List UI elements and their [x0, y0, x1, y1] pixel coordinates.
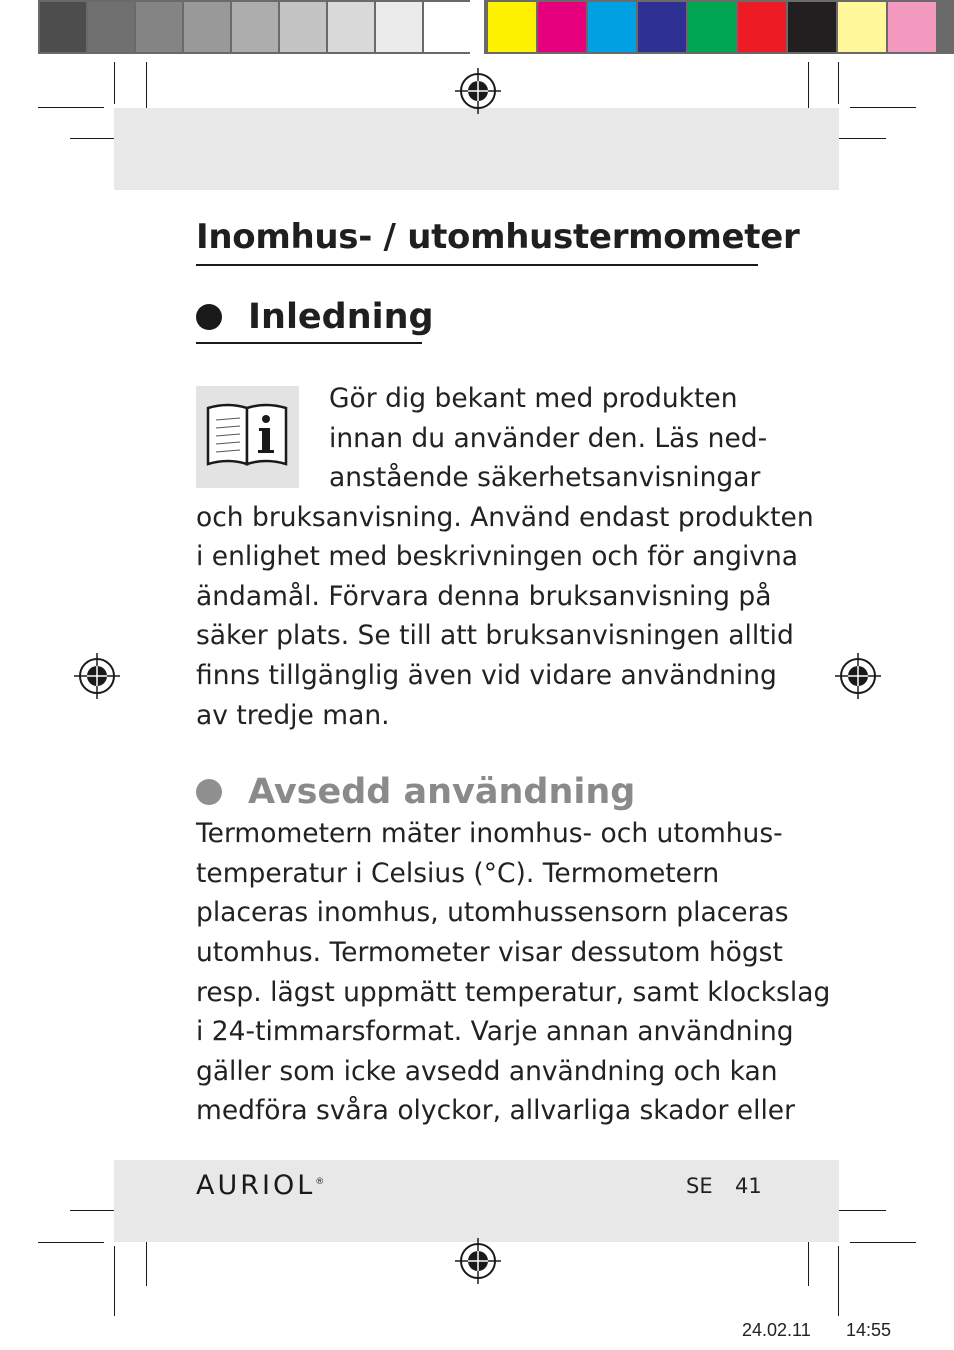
paragraph-line: finns tillgänglig även vid vidare användning [196, 660, 777, 691]
bullet-icon [196, 779, 222, 805]
crop-mark [838, 62, 839, 104]
color-calibration-bar [38, 0, 954, 54]
paragraph-line: och bruksanvisning. Använd endast produkten [196, 502, 814, 533]
greyscale-strip [38, 0, 470, 54]
registration-mark-icon [835, 653, 881, 699]
paragraph-line: Gör dig bekant med produkten [329, 383, 738, 414]
color-swatch [688, 2, 736, 52]
section-heading-intro [196, 292, 434, 344]
header-band [114, 108, 839, 190]
section-heading-usage [196, 767, 756, 817]
paragraph-line: ändamål. Förvara denna bruksanvisning på [196, 581, 772, 612]
color-swatch [788, 2, 836, 52]
paragraph-line: säker plats. Se till att bruksanvisningen alltid [196, 620, 794, 651]
crop-mark [38, 107, 104, 108]
grey-swatch [376, 2, 422, 52]
crop-mark [114, 62, 115, 104]
registration-mark-icon [455, 1238, 501, 1284]
paragraph-line: av tredje man. [196, 700, 390, 731]
color-swatch [488, 2, 536, 52]
manual-info-icon [196, 386, 299, 488]
paragraph-line: anstående säkerhetsanvisningar [329, 462, 761, 493]
page-title: Inomhus- / utomhustermometer [196, 214, 758, 266]
color-swatch [738, 2, 786, 52]
page-number: 41 [735, 1174, 762, 1198]
color-swatch [638, 2, 686, 52]
paragraph-line: gäller som icke avsedd användning och kan [196, 1056, 778, 1087]
brand-logo [196, 1170, 324, 1201]
brand-name: AURIOL [196, 1170, 316, 1201]
grey-swatch [184, 2, 230, 52]
crop-mark [114, 1246, 115, 1316]
grey-swatch [136, 2, 182, 52]
section-heading-label: Inledning [248, 297, 434, 337]
grey-swatch [280, 2, 326, 52]
grey-swatch [40, 2, 86, 52]
paragraph-line: placeras inomhus, utomhussensorn placeras [196, 897, 789, 928]
paragraph-line: temperatur i Celsius (°C). Termometern [196, 858, 720, 889]
grey-swatch [328, 2, 374, 52]
crop-mark [850, 107, 916, 108]
paragraph-line: innan du använder den. Läs ned- [329, 423, 768, 454]
paragraph-line: i 24-timmarsformat. Varje annan användning [196, 1016, 794, 1047]
paragraph-line: Termometern mäter inomhus- och utomhus- [196, 818, 783, 849]
grey-swatch [232, 2, 278, 52]
color-swatch [588, 2, 636, 52]
color-strip [484, 0, 954, 54]
language-code: SE [686, 1174, 713, 1198]
print-time: 14:55 [846, 1320, 892, 1340]
color-swatch [538, 2, 586, 52]
print-date: 24.02.11 [742, 1320, 811, 1340]
bullet-icon [196, 304, 222, 330]
paragraph-line: resp. lägst uppmätt temperatur, samt klockslag [196, 977, 831, 1008]
paragraph-line: medföra svåra olyckor, allvarliga skador eller [196, 1095, 796, 1126]
color-swatch [888, 2, 936, 52]
crop-mark [38, 1242, 104, 1243]
grey-swatch [424, 2, 470, 52]
color-swatch [838, 2, 886, 52]
registered-mark: ® [315, 1177, 325, 1187]
crop-mark [838, 1246, 839, 1316]
paragraph-line: utomhus. Termometer visar dessutom högst [196, 937, 783, 968]
registration-mark-icon [455, 68, 501, 114]
section-heading-label: Avsedd användning [248, 772, 636, 812]
registration-mark-icon [74, 653, 120, 699]
paragraph-line: i enlighet med beskrivningen och för angivna [196, 541, 799, 572]
crop-mark [850, 1242, 916, 1243]
grey-swatch [88, 2, 134, 52]
